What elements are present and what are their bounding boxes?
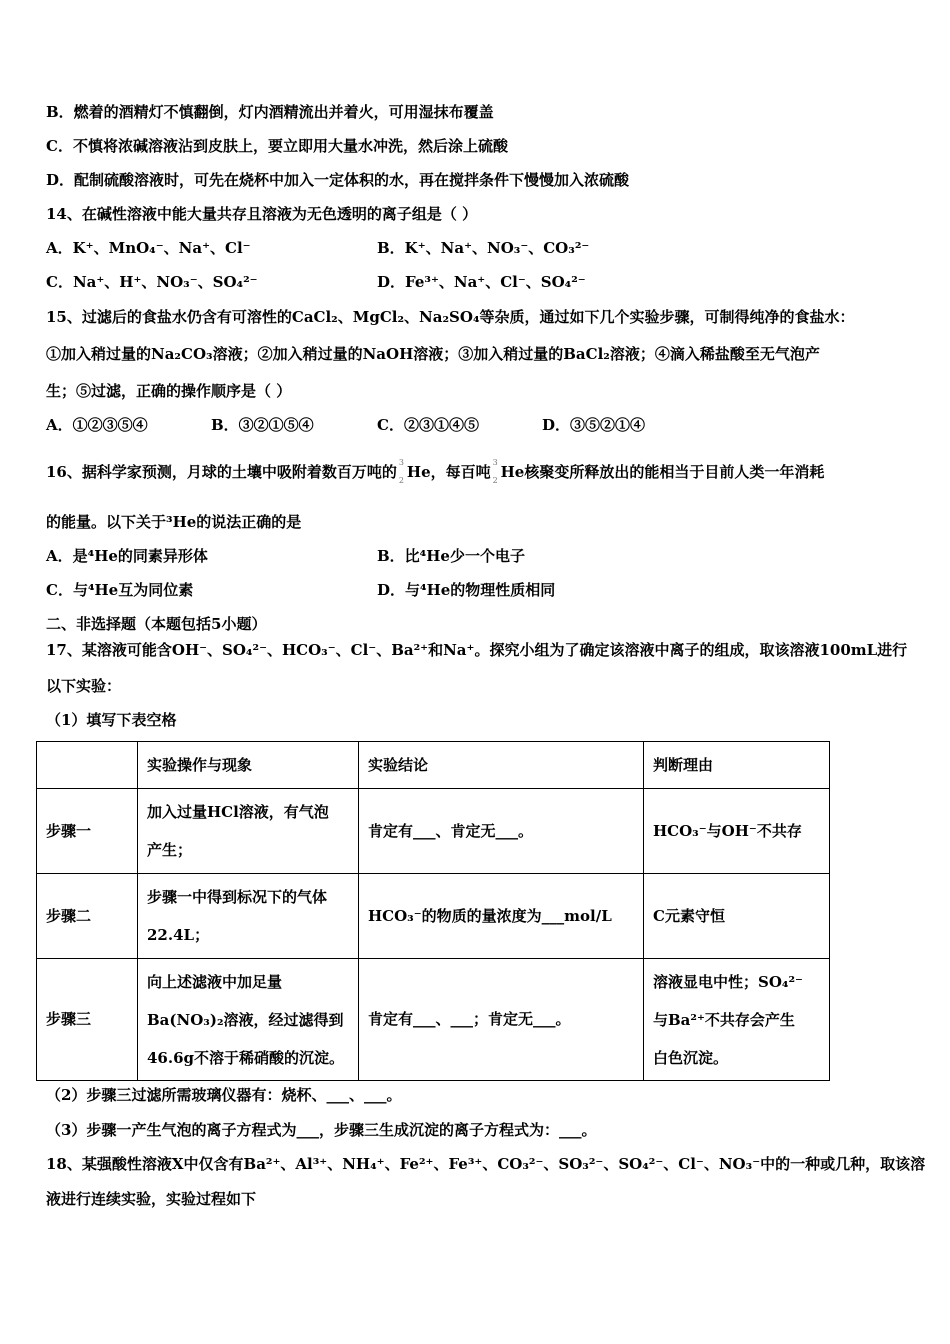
experiment-table <box>36 741 830 1081</box>
step-label: 步骤二 <box>37 874 138 959</box>
q16-option-b: B．比⁴He少一个电子 <box>377 547 525 565</box>
q13-option-c: C．不慎将浓碱溶液沾到皮肤上，要立即用大量水冲洗，然后涂上硫酸 <box>46 137 508 155</box>
q15-option-c: C．②③①④⑤ <box>377 416 479 434</box>
step-reason: HCO₃⁻与OH⁻不共存 <box>644 789 830 874</box>
step-operation: 向上述滤液中加足量 Ba(NO₃)₂溶液，经过滤得到 46.6g不溶于稀硝酸的沉淀。 <box>138 959 359 1081</box>
table-header-row <box>37 742 830 789</box>
q14-stem: 14、在碱性溶液中能大量共存且溶液为无色透明的离子组是（ ） <box>46 205 478 223</box>
q17-sub1: （1）填写下表空格 <box>46 711 177 729</box>
q18-line2: 液进行连续实验，实验过程如下 <box>46 1190 257 1208</box>
table-header-cell: 判断理由 <box>644 742 830 789</box>
helium3-isotope-label: 3 2 <box>492 458 498 485</box>
step-conclusion: 肯定有___、___；肯定无___。 <box>359 959 644 1081</box>
step-reason: C元素守恒 <box>644 874 830 959</box>
q18-stem: 18、某强酸性溶液X中仅含有Ba²⁺、Al³⁺、NH₄⁺、Fe²⁺、Fe³⁺、CO₃²⁻、SO₃²⁻、SO₄²⁻、Cl⁻、NO₃⁻中的一种或几种，取该溶 <box>46 1155 926 1173</box>
q17-line2: 以下实验： <box>46 677 122 695</box>
q16-stem-b: He，每百吨 <box>406 463 491 481</box>
table-row <box>37 789 830 874</box>
q14-option-a: A．K⁺、MnO₄⁻、Na⁺、Cl⁻ <box>46 239 251 257</box>
q14-option-d: D．Fe³⁺、Na⁺、Cl⁻、SO₄²⁻ <box>377 273 586 291</box>
step-conclusion: HCO₃⁻的物质的量浓度为___mol/L <box>359 874 644 959</box>
q17-stem: 17、某溶液可能含OH⁻、SO₄²⁻、HCO₃⁻、Cl⁻、Ba²⁺和Na⁺。探究小组为了确定该溶液中离子的组成，取该溶液100mL进行 <box>46 641 908 659</box>
q14-option-b: B．K⁺、Na⁺、NO₃⁻、CO₃²⁻ <box>377 239 590 257</box>
q16-option-c: C．与⁴He互为同位素 <box>46 581 194 599</box>
q16-line2: 的能量。以下关于³He的说法正确的是 <box>46 513 302 531</box>
q16-stem-c: He核聚变所释放出的能相当于目前人类一年消耗 <box>500 463 825 481</box>
q15-line2: ①加入稍过量的Na₂CO₃溶液；②加入稍过量的NaOH溶液；③加入稍过量的BaCl₂溶液；④滴入稀盐酸至无气泡产 <box>46 345 820 363</box>
q16-option-a: A．是⁴He的同素异形体 <box>46 547 208 565</box>
q15-option-a: A．①②③⑤④ <box>46 416 148 434</box>
table-header-cell: 实验操作与现象 <box>138 742 359 789</box>
q14-option-c: C．Na⁺、H⁺、NO₃⁻、SO₄²⁻ <box>46 273 258 291</box>
step-reason: 溶液显电中性；SO₄²⁻ 与Ba²⁺不共存会产生 白色沉淀。 <box>644 959 830 1081</box>
q17-sub2: （2）步骤三过滤所需玻璃仪器有：烧杯、___、___。 <box>46 1086 402 1104</box>
step-label: 步骤一 <box>37 789 138 874</box>
section-2-heading: 二、非选择题（本题包括5小题） <box>46 615 267 633</box>
helium3-isotope-label: 3 2 <box>398 458 404 485</box>
q13-option-b: B．燃着的酒精灯不慎翻倒，灯内酒精流出并着火，可用湿抹布覆盖 <box>46 103 494 121</box>
step-conclusion: 肯定有___、肯定无___。 <box>359 789 644 874</box>
table-header-cell: 实验结论 <box>359 742 644 789</box>
q15-stem: 15、过滤后的食盐水仍含有可溶性的CaCl₂、MgCl₂、Na₂SO₄等杂质，通过如下几个实验步骤，可制得纯净的食盐水： <box>46 308 855 326</box>
q17-sub3: （3）步骤一产生气泡的离子方程式为___，步骤三生成沉淀的离子方程式为：___。 <box>46 1121 597 1139</box>
table-row <box>37 874 830 959</box>
q16-stem-a: 16、据科学家预测，月球的土壤中吸附着数百万吨的 <box>46 463 397 481</box>
q13-option-d: D．配制硫酸溶液时，可先在烧杯中加入一定体积的水，再在搅拌条件下慢慢加入浓硫酸 <box>46 171 630 189</box>
q15-line3: 生；⑤过滤，正确的操作顺序是（ ） <box>46 382 292 400</box>
step-operation: 加入过量HCl溶液，有气泡 产生； <box>138 789 359 874</box>
q16-option-d: D．与⁴He的物理性质相同 <box>377 581 556 599</box>
q16-stem <box>46 458 825 485</box>
table-header-cell <box>37 742 138 789</box>
q15-option-d: D．③⑤②①④ <box>542 416 646 434</box>
step-label: 步骤三 <box>37 959 138 1081</box>
step-operation: 步骤一中得到标况下的气体 22.4L； <box>138 874 359 959</box>
q15-option-b: B．③②①⑤④ <box>211 416 314 434</box>
table-row <box>37 959 830 1081</box>
